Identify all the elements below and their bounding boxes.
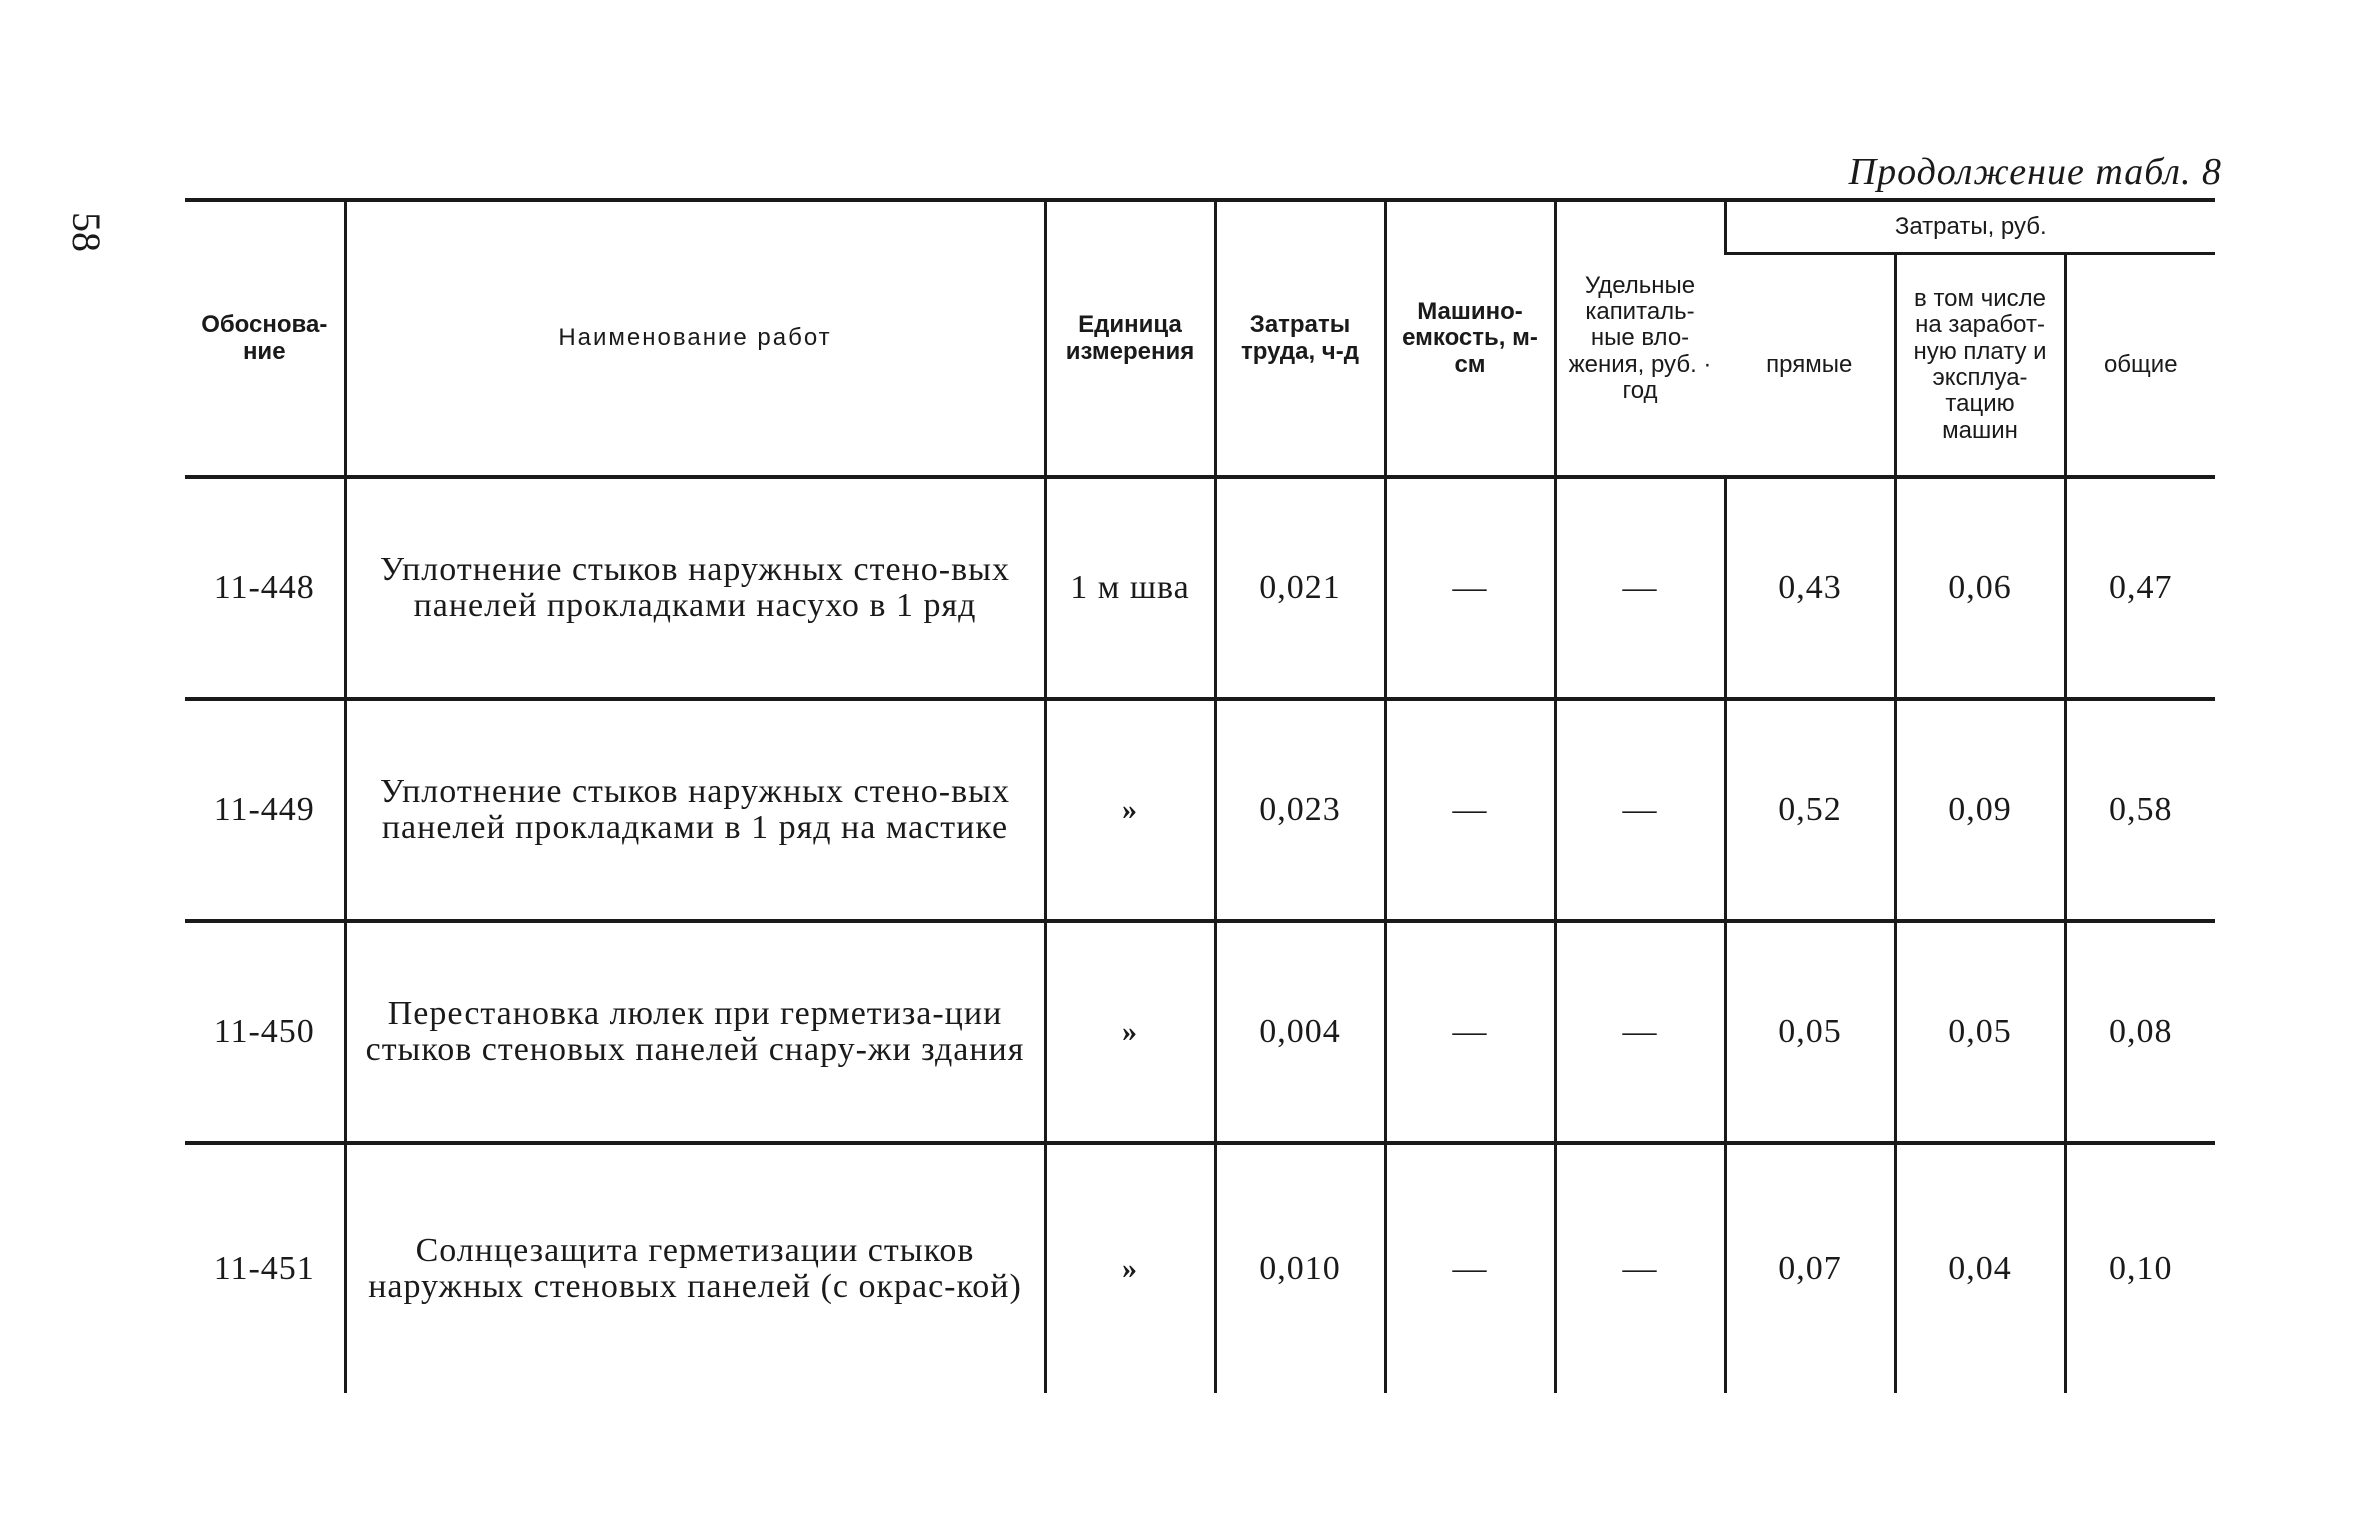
header-direct: прямые <box>1766 350 1853 378</box>
row-total: 0,10 <box>2065 1143 2215 1393</box>
header-basis: Обоснова-ние <box>185 200 345 477</box>
header-machine: Машино-емкость, м-см <box>1385 200 1555 477</box>
header-total: общие <box>2065 254 2215 478</box>
table-caption: Продолжение табл. 8 <box>1848 151 2222 193</box>
row-work-name: Солнцезащита герметизации стыков наружных стеновых панелей (с окрас-кой) <box>345 1143 1045 1393</box>
row-wages: 0,09 <box>1895 699 2065 921</box>
header-wages: в том числе на заработ-ную плату и эксплуа-тацию машин <box>1895 254 2065 478</box>
row-code: 11-449 <box>185 699 345 921</box>
row-direct: 0,05 <box>1725 921 1895 1143</box>
row-total: 0,58 <box>2065 699 2215 921</box>
row-wages: 0,06 <box>1895 477 2065 699</box>
row-direct: 0,07 <box>1725 1143 1895 1393</box>
table-row <box>185 921 2215 1143</box>
row-unit: » <box>1045 699 1215 921</box>
table-row <box>185 477 2215 699</box>
row-code: 11-450 <box>185 921 345 1143</box>
row-capital: — <box>1555 921 1725 1143</box>
row-machine: — <box>1385 699 1555 921</box>
row-unit: » <box>1045 921 1215 1143</box>
row-machine: — <box>1385 1143 1555 1393</box>
row-labor: 0,010 <box>1215 1143 1385 1393</box>
header-unit: Единица измерения <box>1045 200 1215 477</box>
table-row <box>185 1143 2215 1393</box>
row-work-name: Уплотнение стыков наружных стено-вых панелей прокладками в 1 ряд на мастике <box>345 699 1045 921</box>
header-work-name: Наименование работ <box>345 200 1045 477</box>
row-capital: — <box>1555 1143 1725 1393</box>
header-labor: Затраты труда, ч-д <box>1215 200 1385 477</box>
row-unit: 1 м шва <box>1045 477 1215 699</box>
row-direct: 0,43 <box>1725 477 1895 699</box>
header-costs-group: Затраты, руб. <box>1725 200 2215 254</box>
norms-table <box>185 198 2215 1393</box>
table-row <box>185 699 2215 921</box>
table-header <box>185 200 2215 477</box>
row-wages: 0,05 <box>1895 921 2065 1143</box>
row-machine: — <box>1385 921 1555 1143</box>
row-labor: 0,023 <box>1215 699 1385 921</box>
row-code: 11-448 <box>185 477 345 699</box>
row-capital: — <box>1555 699 1725 921</box>
header-capital: Удельные капиталь-ные вло-жения, руб. · год <box>1555 200 1725 477</box>
row-labor: 0,004 <box>1215 921 1385 1143</box>
page-number: 58 <box>64 212 109 252</box>
row-work-name: Уплотнение стыков наружных стено-вых панелей прокладками насухо в 1 ряд <box>345 477 1045 699</box>
row-unit: » <box>1045 1143 1215 1393</box>
row-total: 0,47 <box>2065 477 2215 699</box>
table-body <box>185 477 2215 1393</box>
row-work-name: Перестановка люлек при герметиза-ции стыков стеновых панелей снару-жи здания <box>345 921 1045 1143</box>
row-code: 11-451 <box>185 1143 345 1393</box>
row-capital: — <box>1555 477 1725 699</box>
row-total: 0,08 <box>2065 921 2215 1143</box>
row-direct: 0,52 <box>1725 699 1895 921</box>
row-wages: 0,04 <box>1895 1143 2065 1393</box>
row-labor: 0,021 <box>1215 477 1385 699</box>
row-machine: — <box>1385 477 1555 699</box>
